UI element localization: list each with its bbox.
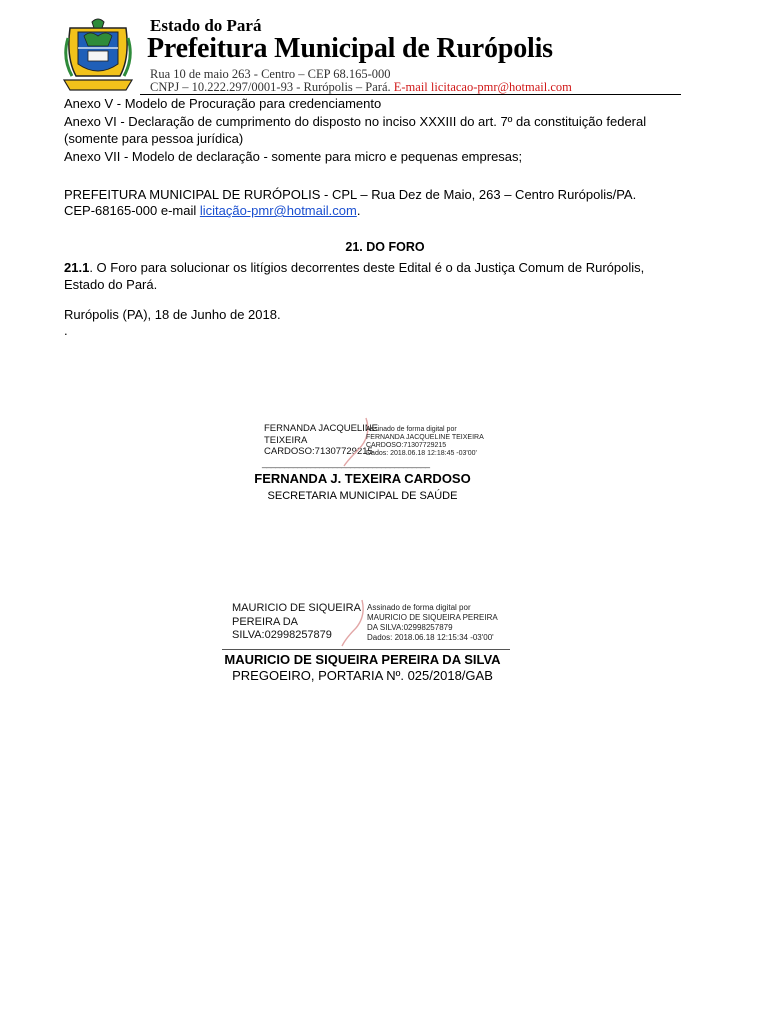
signature1-digital-info bbox=[366, 426, 484, 458]
state-name: Estado do Pará bbox=[150, 16, 262, 35]
header-email: E-mail licitacao-pmr@hotmail.com bbox=[393, 80, 572, 94]
signature2-digital-info bbox=[367, 603, 498, 643]
signature2-printed-name: MAURICIO DE SIQUEIRA PEREIRA DA SILVA bbox=[224, 652, 501, 667]
signature1-printed-name: FERNANDA J. TEXEIRA CARDOSO bbox=[254, 471, 471, 486]
section-text-line2: Estado do Pará. bbox=[64, 277, 158, 292]
signature1-digital-line4: Dados: 2018.06.18 12:18:45 -03'00' bbox=[366, 450, 477, 457]
header-address: Rua 10 de maio 263 - Centro – CEP 68.165-000 bbox=[150, 67, 391, 81]
coat-of-arms-icon bbox=[62, 18, 134, 92]
section-number: 21.1 bbox=[64, 260, 90, 275]
signature1-name-line2: TEIXEIRA bbox=[264, 434, 308, 446]
annex-vi-line1: Anexo VI - Declaração de cumprimento do disposto no inciso XXXIII do art. 7º da constituição federal bbox=[64, 114, 647, 129]
header-cnpj: CNPJ – 10.222.297/0001-93 - Rurópolis – Pará. bbox=[150, 80, 391, 94]
signature2-underline bbox=[222, 649, 510, 650]
signature2-name-line1: MAURICIO DE SIQUEIRA bbox=[232, 602, 361, 614]
signature1-name-line3: CARDOSO:71307729215 bbox=[264, 446, 373, 457]
signature2-role: PREGOEIRO, PORTARIA Nº. 025/2018/GAB bbox=[232, 668, 493, 683]
signature2-name-line2: PEREIRA DA bbox=[232, 615, 299, 628]
contact-period: . bbox=[356, 203, 361, 218]
signature1-role: SECRETARIA MUNICIPAL DE SAÚDE bbox=[267, 490, 458, 502]
signature2-name-line3: SILVA:02998257879 bbox=[232, 629, 332, 641]
contact-email-link[interactable]: licitação-pmr@hotmail.com bbox=[199, 203, 357, 218]
signature2-digital-line3: DA SILVA:02998257879 bbox=[367, 623, 453, 632]
annex-vi-line2: (somente para pessoa jurídica) bbox=[64, 131, 244, 146]
signature2-digital-line4: Dados: 2018.06.18 12:15:34 -03'00' bbox=[367, 633, 494, 642]
section-heading: 21. DO FORO bbox=[345, 240, 425, 254]
signature1-digital-line3: CARDOSO:71307729215 bbox=[366, 442, 447, 449]
signature1-digital-line1: Assinado de forma digital por bbox=[366, 426, 457, 433]
signature2-digital-line2: MAURICIO DE SIQUEIRA PEREIRA bbox=[367, 613, 498, 622]
contact-line1: PREFEITURA MUNICIPAL DE RURÓPOLIS - CPL – Rua Dez de Maio, 263 – Centro Rurópolis/PA. bbox=[64, 187, 637, 202]
contact-line2 bbox=[64, 202, 360, 219]
date-line: Rurópolis (PA), 18 de Junho de 2018. bbox=[64, 307, 281, 322]
trailing-dot: . bbox=[64, 323, 68, 338]
contact-cep: CEP-68165-000 e-mail bbox=[64, 203, 200, 218]
signature1-underline: ______________________________________ bbox=[262, 458, 430, 468]
signature1-name-line1: FERNANDA JACQUELINE bbox=[264, 423, 379, 434]
signature1-digital-line2: FERNANDA JACQUELINE TEIXEIRA bbox=[366, 434, 484, 441]
annex-vii: Anexo VII - Modelo de declaração - somente para micro e pequenas empresas; bbox=[64, 149, 523, 164]
header-cnpj-line bbox=[150, 80, 572, 95]
annex-v: Anexo V - Modelo de Procuração para credenciamento bbox=[64, 96, 382, 111]
section-text-line1 bbox=[64, 259, 644, 276]
section-text: . O Foro para solucionar os litígios decorrentes deste Edital é o da Justiça Comum de Rurópolis, bbox=[89, 260, 645, 275]
signature2-digital-line1: Assinado de forma digital por bbox=[367, 603, 471, 612]
page-title: Prefeitura Municipal de Rurópolis bbox=[147, 33, 553, 64]
